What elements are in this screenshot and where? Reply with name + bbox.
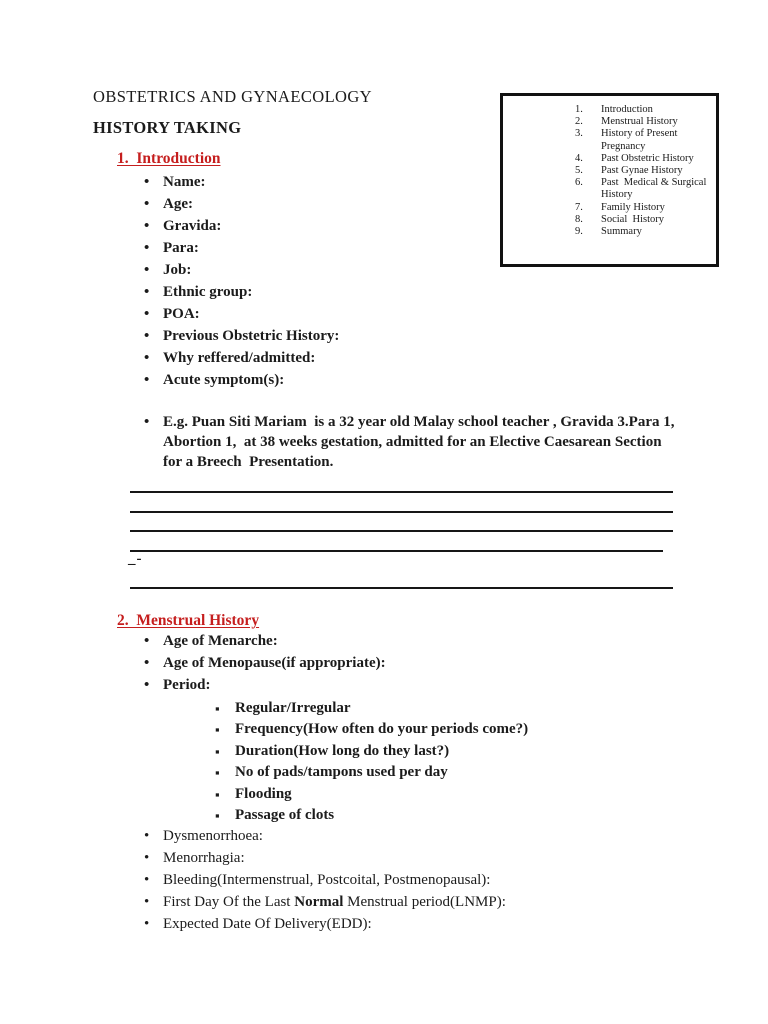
menstrual-bullet-list-2 [144,825,506,935]
toc-item [575,165,716,177]
toc-item [575,116,716,128]
introduction-bullet-list [144,171,339,391]
list-item [144,325,339,347]
bullet-icon: • [144,633,150,649]
list-item-label: Ethnic group: [163,284,253,300]
example-paragraph [144,412,678,472]
square-bullet-icon: ▪ [215,722,220,738]
toc-item-number: 6. [575,177,583,189]
toc-item-label: Social History [601,213,664,225]
blank-line-rule [130,491,673,493]
list-item-label: Bleeding(Intermenstrual, Postcoital, Postmenopausal): [163,872,491,888]
square-bullet-icon: ▪ [215,786,220,802]
list-item-label: Previous Obstetric History: [163,328,340,344]
list-item [215,784,528,805]
list-item [144,303,339,325]
bullet-icon: • [144,894,150,910]
toc-item [575,226,716,238]
list-item-label: POA: [163,306,200,322]
list-item [144,847,506,869]
toc-item-number: 8. [575,213,583,225]
list-item-label: Passage of clots [235,807,335,824]
toc-item-label: Past Gynae History [601,165,683,177]
bullet-icon: • [144,218,150,234]
list-item [144,347,339,369]
square-bullet-icon: ▪ [215,765,220,781]
toc-item [575,177,716,201]
lnmp-prefix: First Day Of the Last [163,894,295,910]
toc-item-number: 9. [575,226,583,238]
section-heading-menstrual-history: 2. Menstrual History [117,612,260,629]
document-subtitle: HISTORY TAKING [93,118,242,137]
list-item [144,281,339,303]
list-item [144,369,339,391]
bullet-icon: • [144,916,150,932]
list-item [215,762,528,783]
toc-item [575,214,716,226]
list-item-label: Age: [163,196,193,212]
toc-item [575,104,716,116]
toc-list [503,96,716,238]
toc-item [575,202,716,214]
section-heading-introduction: 1. Introduction [117,150,221,167]
bullet-icon: • [144,262,150,278]
list-item-label: Para: [163,240,199,256]
square-bullet-icon: ▪ [215,808,220,824]
toc-item-label: Past Medical & Surgical History [601,177,712,201]
toc-item-number: 2. [575,116,583,128]
bullet-icon: • [144,196,150,212]
toc-item-label: Introduction [601,104,653,115]
list-item-label: Age of Menarche: [163,633,278,649]
list-item-label: Job: [163,262,192,278]
list-item [215,719,528,740]
bullet-icon: • [144,306,150,322]
bullet-icon: • [144,240,150,256]
document-title: OBSTETRICS AND GYNAECOLOGY [93,87,372,106]
toc-item-number: 4. [575,152,583,164]
list-item-label: Age of Menopause(if appropriate): [163,655,386,671]
list-item-label: Name: [163,174,206,190]
toc-item-label: History of Present Pregnancy [601,128,681,152]
list-item [215,698,528,719]
list-item-label: Duration(How long do they last?) [235,742,450,759]
blank-line-rule [130,530,673,532]
list-item-label: Expected Date Of Delivery(EDD): [163,916,372,932]
lnmp-normal-emphasis: Normal [294,894,344,910]
list-item [144,674,386,696]
toc-item-label: Past Obstetric History [601,152,694,164]
list-item-label: Period: [163,677,211,693]
bullet-icon: • [144,372,150,388]
bullet-icon: • [144,414,150,430]
toc-item-label: Summary [601,226,642,238]
bullet-icon: • [144,850,150,866]
bullet-icon: • [144,677,150,693]
dash-marker: _- [128,551,143,567]
list-item [144,215,339,237]
list-item [215,741,528,762]
toc-item [575,128,716,152]
square-bullet-icon: ▪ [215,701,220,716]
list-item-label: Regular/Irregular [235,700,351,716]
bullet-icon: • [144,828,150,844]
bullet-icon: • [144,284,150,300]
toc-item-label: Menstrual History [601,116,678,128]
list-item [144,913,506,935]
list-item-label: Why reffered/admitted: [163,350,316,366]
list-item-label: Flooding [235,785,292,802]
blank-line-rule [130,550,663,552]
list-item [144,630,386,652]
list-item [144,237,339,259]
list-item-label: Acute symptom(s): [163,372,285,388]
toc-item-number: 3. [575,128,583,140]
list-item [144,891,506,913]
toc-item-label: Family History [601,201,665,213]
list-item-label: Gravida: [163,218,222,234]
toc-item-number: 5. [575,165,583,177]
list-item-label: Menorrhagia: [163,850,245,866]
list-item [144,171,339,193]
list-item-label: Frequency(How often do your periods come?) [235,721,529,738]
example-text: E.g. Puan Siti Mariam is a 32 year old Malay school teacher , Gravida 3.Para 1, Abortion 1, at 38 weeks gestation, admitted for an Elective Caesarean Section for a Breech Presentation. [163,414,678,470]
bullet-icon: • [144,328,150,344]
blank-line-rule [130,587,673,589]
bullet-icon: • [144,174,150,190]
list-item [144,259,339,281]
toc-item [575,153,716,165]
lnmp-suffix: Menstrual period(LNMP): [343,894,506,910]
period-sub-bullet-list [215,698,528,826]
list-item [144,652,386,674]
bullet-icon: • [144,350,150,366]
bullet-icon: • [144,872,150,888]
toc-box [500,93,719,267]
list-item [144,825,506,847]
list-item [144,193,339,215]
menstrual-bullet-list [144,630,386,696]
list-item [144,869,506,891]
list-item [215,805,528,826]
lnmp-line [163,891,506,913]
list-item-label: Dysmenorrhoea: [163,828,263,844]
bullet-icon: • [144,655,150,671]
square-bullet-icon: ▪ [215,743,220,759]
list-item-label: No of pads/tampons used per day [235,764,448,781]
toc-item-number: 1. [575,104,583,115]
blank-line-rule [130,511,673,513]
toc-item-number: 7. [575,201,583,213]
